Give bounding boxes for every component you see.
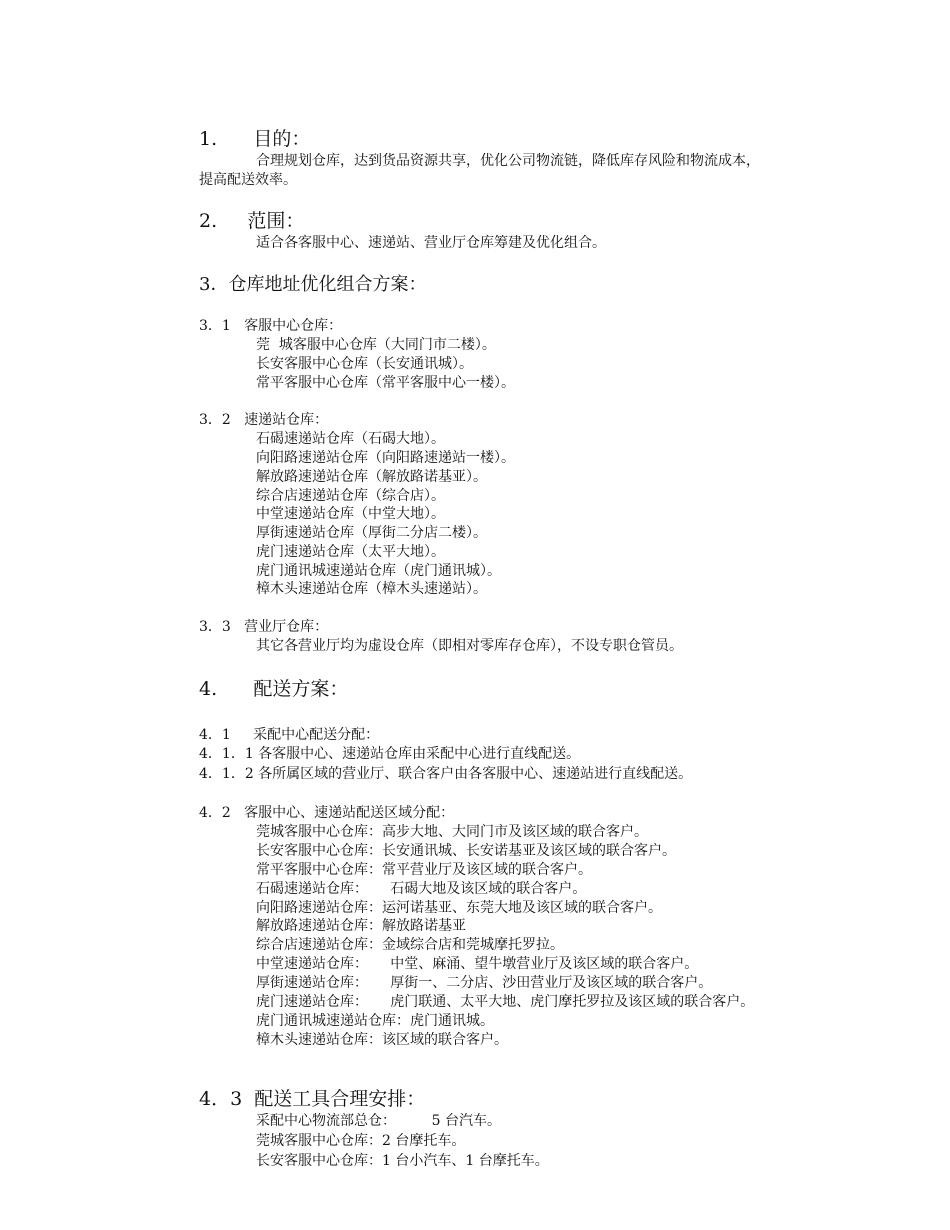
list-item: 虎门通讯城速递站仓库：虎门通讯城。 (256, 1013, 494, 1029)
list-item: 向阳路速递站仓库（向阳路速递站一楼）。 (256, 450, 515, 466)
list-item: 樟木头速递站仓库：该区域的联合客户。 (256, 1032, 508, 1048)
subsection-3-2-title: 3．2 速递站仓库： (199, 412, 329, 428)
subsection-4-2-title: 4．2 客服中心、速递站配送区域分配： (199, 805, 455, 821)
list-item: 莞城客服中心仓库：2 台摩托车。 (256, 1133, 466, 1149)
list-item: 采配中心物流部总仓： 5 台汽车。 (256, 1113, 501, 1129)
section-2-text-line: 适合各客服中心、速递站、营业厅仓库筹建及优化组合。 (256, 235, 606, 251)
list-item: 石碣速递站仓库： 石碣大地及该区域的联合客户。 (256, 881, 587, 897)
list-item: 中堂速递站仓库： 中堂、麻涌、望牛墩营业厅及该区域的联合客户。 (256, 956, 699, 972)
list-item: 中堂速递站仓库（中堂大地）。 (256, 506, 445, 522)
list-item: 樟木头速递站仓库（樟木头速递站）。 (256, 581, 487, 597)
subsection-4-1-title: 4．1 采配中心配送分配： (199, 727, 380, 743)
list-item: 莞城客服中心仓库：高步大地、大同门市及该区域的联合客户。 (256, 824, 648, 840)
subsection-4-3-title: 4．3 配送工具合理安排： (199, 1088, 426, 1110)
list-item: 石碣速递站仓库（石碣大地）。 (256, 431, 445, 447)
list-item: 厚街速递站仓库： 厚街一、二分店、沙田营业厅及该区域的联合客户。 (256, 975, 713, 991)
list-item: 向阳路速递站仓库：运河诺基亚、东莞大地及该区域的联合客户。 (256, 900, 662, 916)
subsection-3-3-title: 3．3 营业厅仓库： (199, 619, 329, 635)
list-item: 厚街速递站仓库（厚街二分店二楼）。 (256, 525, 487, 541)
subsection-3-1-title: 3．1 客服中心仓库： (199, 318, 343, 334)
list-item: 解放路速递站仓库：解放路诺基亚 (256, 918, 466, 934)
section-4-heading: 4. 配送方案： (199, 678, 349, 700)
list-item: 4．1．2 各所属区域的营业厅、联合客户由各客服中心、速递站进行直线配送。 (199, 766, 693, 782)
section-2-heading: 2. 范围： (199, 210, 305, 232)
list-item: 虎门速递站仓库（太平大地）。 (256, 544, 445, 560)
list-item: 莞 城客服中心仓库（大同门市二楼）。 (256, 337, 496, 353)
list-item: 常平客服中心仓库（常平客服中心一楼）。 (256, 375, 515, 391)
list-item: 解放路速递站仓库（解放路诺基亚）。 (256, 469, 487, 485)
section-1-heading: 1. 目的： (199, 128, 311, 150)
list-item: 4．1．1 各客服中心、速递站仓库由采配中心进行直线配送。 (199, 746, 581, 762)
list-item: 其它各营业厅均为虚设仓库（即相对零库存仓库），不设专职仓管员。 (256, 638, 683, 654)
list-item: 综合店速递站仓库（综合店）。 (256, 488, 445, 504)
list-item: 常平客服中心仓库：常平营业厅及该区域的联合客户。 (256, 862, 592, 878)
list-item: 长安客服中心仓库：1 台小汽车、1 台摩托车。 (256, 1153, 549, 1169)
section-1-text-line: 提高配送效率。 (199, 172, 297, 188)
list-item: 长安客服中心仓库：长安通讯城、长安诺基亚及该区域的联合客户。 (256, 843, 676, 859)
list-item: 虎门速递站仓库： 虎门联通、太平大地、虎门摩托罗拉及该区域的联合客户。 (256, 994, 755, 1010)
section-1-text-line: 合理规划仓库，达到货品资源共享，优化公司物流链，降低库存风险和物流成本， (256, 153, 760, 169)
list-item: 综合店速递站仓库：金域综合店和莞城摩托罗拉。 (256, 937, 564, 953)
list-item: 虎门通讯城速递站仓库（虎门通讯城）。 (256, 563, 501, 579)
list-item: 长安客服中心仓库（长安通讯城）。 (256, 356, 473, 372)
section-3-heading: 3．仓库地址优化组合方案： (199, 274, 427, 295)
